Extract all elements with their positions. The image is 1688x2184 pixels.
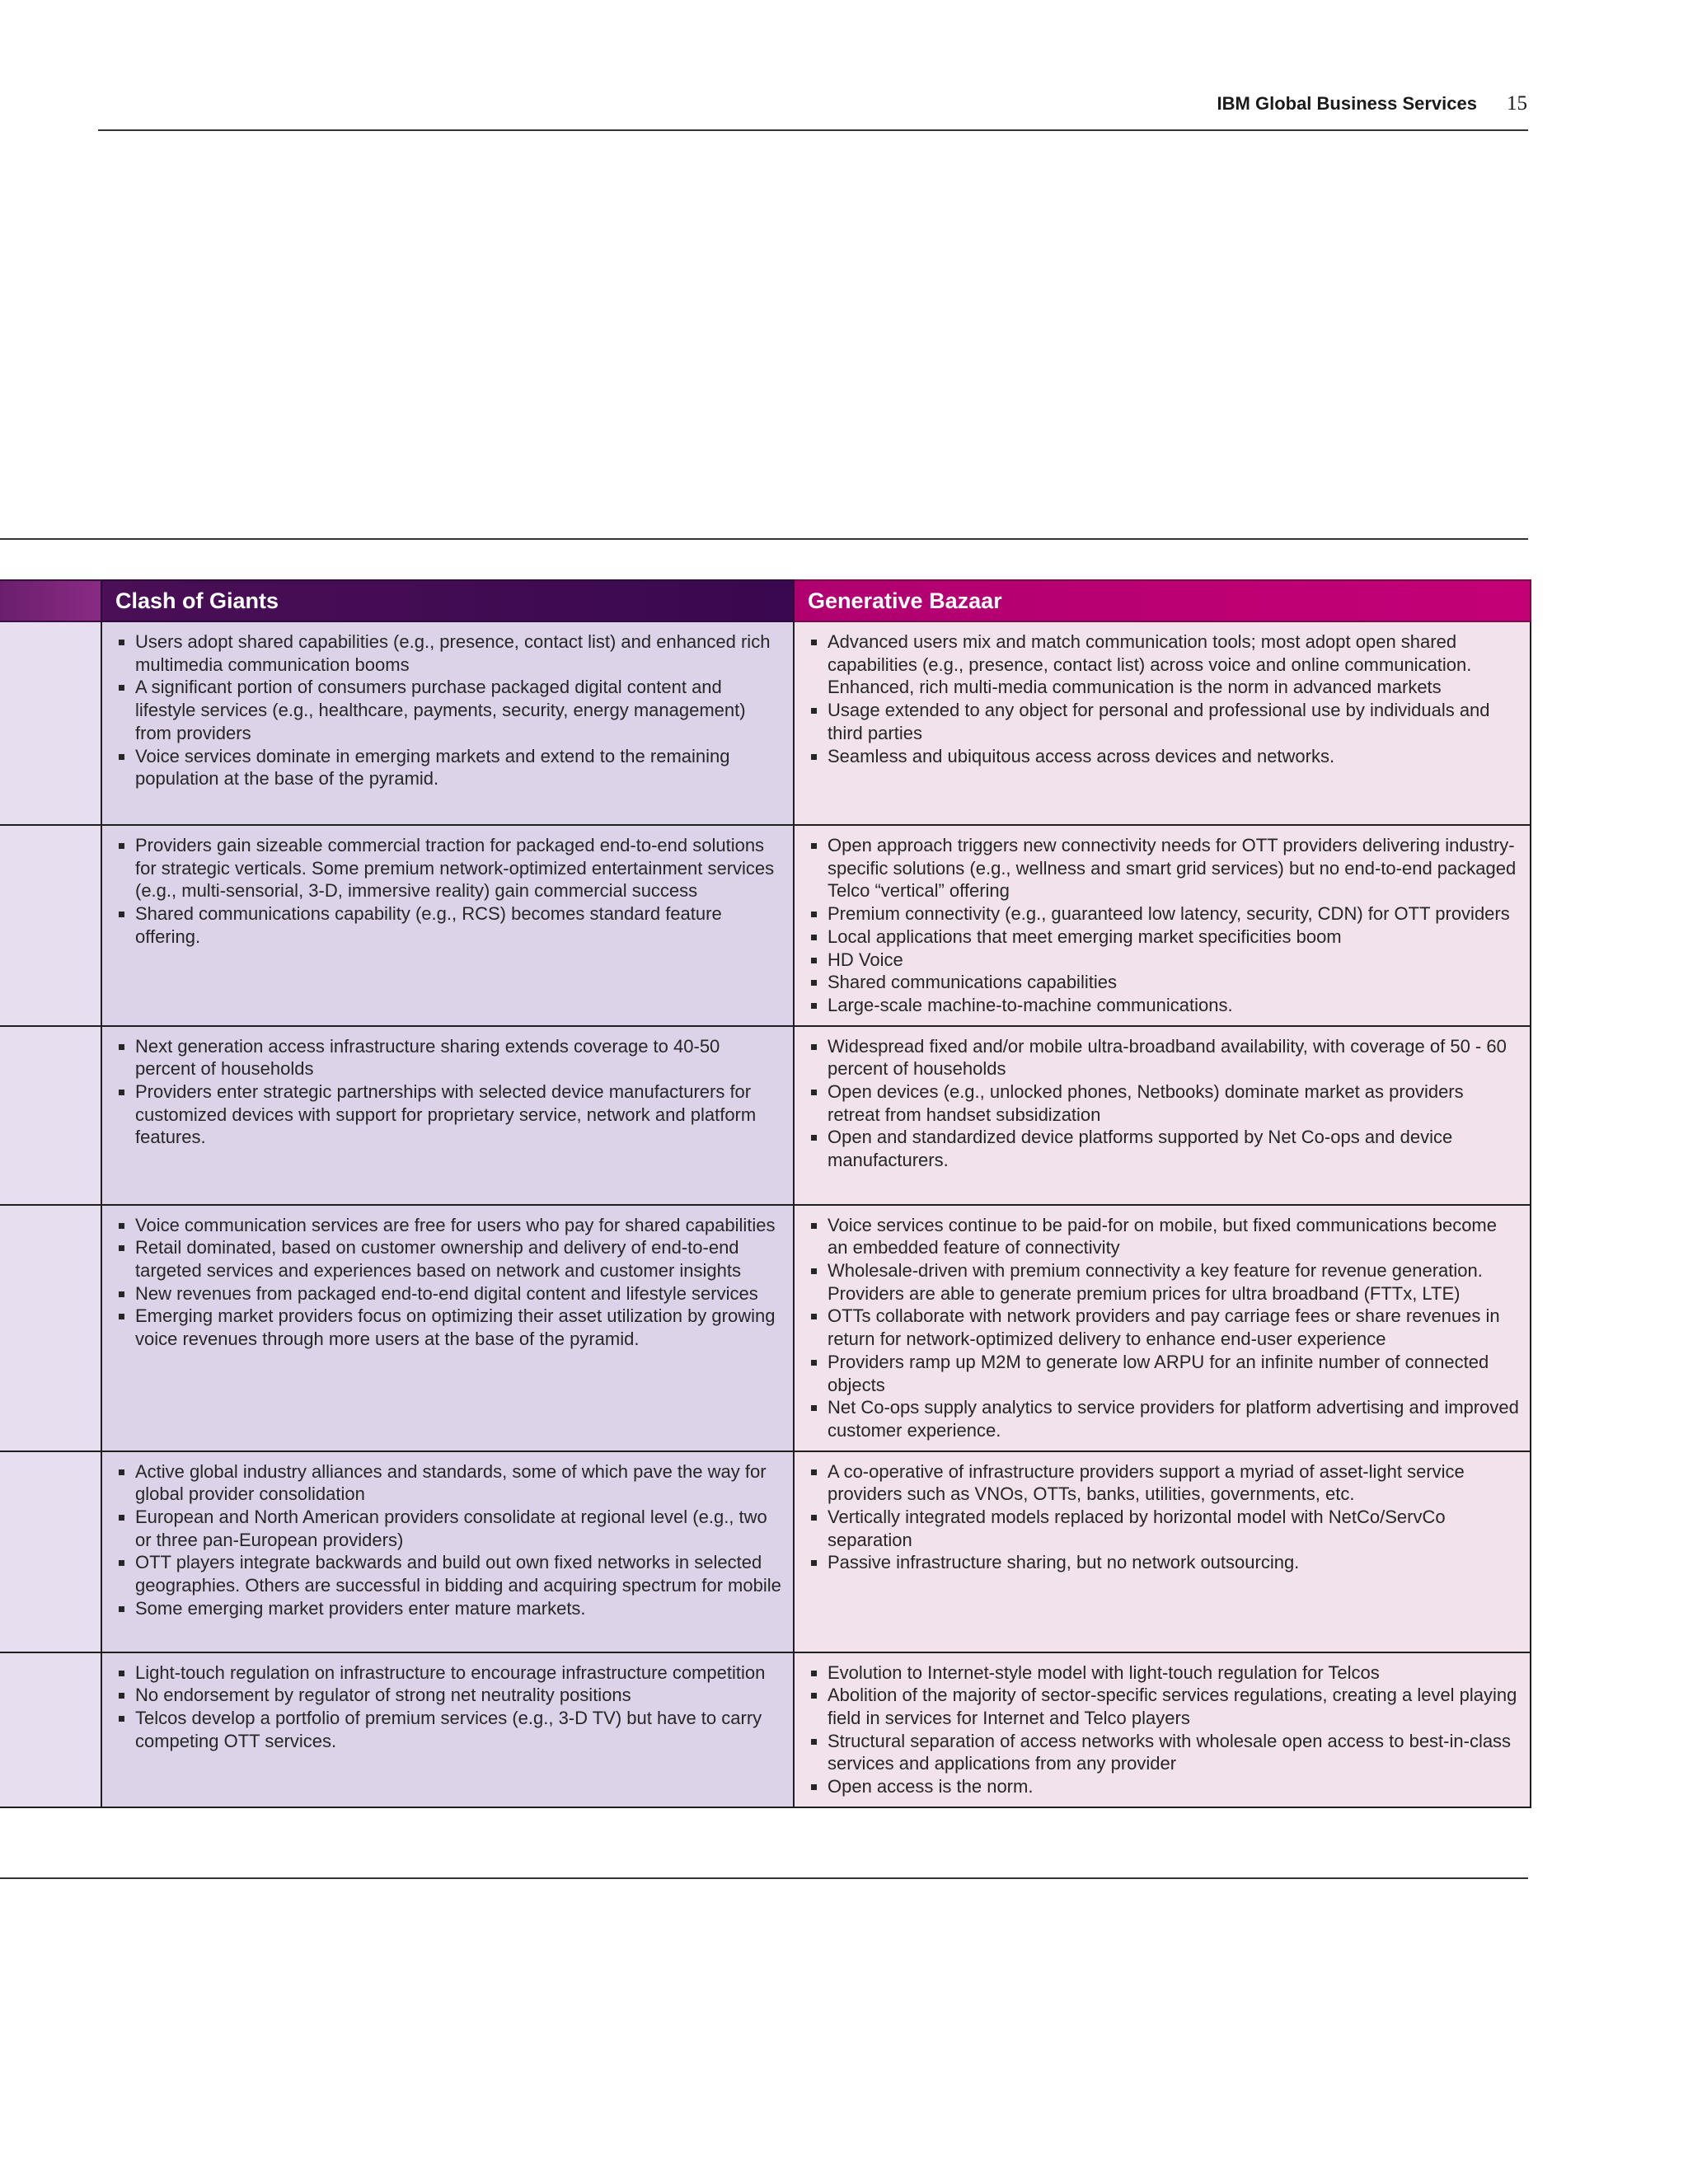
clash-of-giants-cell <box>101 1451 794 1652</box>
list-item: Shared communications capabilities <box>828 971 1520 994</box>
list-item: Local applications that meet emerging market specificities boom <box>828 926 1520 949</box>
table-row <box>0 825 1531 1026</box>
list-item: Providers enter strategic partnerships with selected device manufacturers for customized devices with support for proprietary service, network and platform features. <box>135 1080 783 1149</box>
generative-bazaar-cell <box>794 621 1531 825</box>
list-item: Voice services dominate in emerging markets and extend to the remaining population at the base of the pyramid. <box>135 745 783 790</box>
list-item: Telcos develop a portfolio of premium services (e.g., 3-D TV) but have to carry competing OTT services. <box>135 1707 783 1752</box>
page-header <box>1217 92 1527 115</box>
list-item: OTT players integrate backwards and build out own fixed networks in selected geographies. Others are successful in bidding and acquiring spectrum for mobile <box>135 1551 783 1596</box>
column-header-clash-of-giants: Clash of Giants <box>101 580 794 621</box>
top-rule <box>98 129 1528 131</box>
clash-of-giants-cell <box>101 825 794 1026</box>
clash-of-giants-cell <box>101 1205 794 1451</box>
list-item: Emerging market providers focus on optimizing their asset utilization by growing voice revenues through more users at the base of the pyramid. <box>135 1305 783 1350</box>
list-item: Large-scale machine-to-machine communications. <box>828 994 1520 1017</box>
generative-bazaar-cell <box>794 1026 1531 1205</box>
list-item: European and North American providers consolidate at regional level (e.g., two or three pan-European providers) <box>135 1506 783 1551</box>
generative-bazaar-cell <box>794 1652 1531 1807</box>
bullet-list <box>795 826 1530 1025</box>
list-item: Open approach triggers new connectivity needs for OTT providers delivering industry-specific solutions (e.g., wellness and smart grid services) but no end-to-end packaged Telco “vertical” offering <box>828 834 1520 902</box>
generative-bazaar-cell <box>794 1451 1531 1652</box>
clash-of-giants-cell <box>101 1026 794 1205</box>
bullet-list <box>102 622 793 799</box>
clash-of-giants-cell <box>101 621 794 825</box>
list-item: Structural separation of access networks with wholesale open access to best-in-class services and applications from any provider <box>828 1730 1520 1775</box>
table-header-row <box>0 580 1531 621</box>
bullet-list <box>102 1452 793 1629</box>
list-item: A significant portion of consumers purchase packaged digital content and lifestyle services (e.g., healthcare, payments, security, energy management) from providers <box>135 676 783 744</box>
list-item: OTTs collaborate with network providers and pay carriage fees or share revenues in return for network-optimized delivery to enhance end-user experience <box>828 1305 1520 1350</box>
list-item: Passive infrastructure sharing, but no network outsourcing. <box>828 1551 1520 1574</box>
bullet-list <box>102 1206 793 1359</box>
list-item: Voice communication services are free for users who pay for shared capabilities <box>135 1214 783 1237</box>
table-row <box>0 1451 1531 1652</box>
list-item: Abolition of the majority of sector-specific services regulations, creating a level playing field in services for Internet and Telco players <box>828 1684 1520 1729</box>
list-item: Premium connectivity (e.g., guaranteed low latency, security, CDN) for OTT providers <box>828 902 1520 926</box>
scenario-table <box>0 579 1531 1808</box>
bottom-rule <box>0 1877 1528 1879</box>
list-item: Light-touch regulation on infrastructure to encourage infrastructure competition <box>135 1661 783 1685</box>
bullet-list <box>795 1452 1530 1583</box>
list-item: Vertically integrated models replaced by horizontal model with NetCo/ServCo separation <box>828 1506 1520 1551</box>
row-label-header <box>0 580 101 621</box>
list-item: Providers gain sizeable commercial traction for packaged end-to-end solutions for strategic verticals. Some premium network-optimized entertainment services (e.g., multi-sensorial, 3-D, immersive reality) gain commercial success <box>135 834 783 902</box>
bullet-list <box>795 1027 1530 1180</box>
brand-name: IBM Global Business Services <box>1217 93 1477 114</box>
bullet-list <box>795 1206 1530 1451</box>
list-item: Some emerging market providers enter mature markets. <box>135 1597 783 1620</box>
bullet-list <box>102 1027 793 1158</box>
list-item: No endorsement by regulator of strong net neutrality positions <box>135 1684 783 1707</box>
column-header-generative-bazaar: Generative Bazaar <box>794 580 1531 621</box>
generative-bazaar-cell <box>794 825 1531 1026</box>
clash-of-giants-cell <box>101 1652 794 1807</box>
list-item: HD Voice <box>828 949 1520 972</box>
list-item: Usage extended to any object for personal and professional use by individuals and third parties <box>828 699 1520 744</box>
list-item: Open access is the norm. <box>828 1775 1520 1798</box>
section-rule <box>0 538 1528 540</box>
list-item: Advanced users mix and match communication tools; most adopt open shared capabilities (e.g., presence, contact list) across voice and online communication. Enhanced, rich multi-media communication is the norm in advanced markets <box>828 630 1520 699</box>
list-item: Users adopt shared capabilities (e.g., presence, contact list) and enhanced rich multimedia communication booms <box>135 630 783 676</box>
list-item: Open and standardized device platforms supported by Net Co-ops and device manufacturers. <box>828 1126 1520 1171</box>
bullet-list <box>102 1653 793 1761</box>
list-item: Providers ramp up M2M to generate low ARPU for an infinite number of connected objects <box>828 1351 1520 1396</box>
list-item: Open devices (e.g., unlocked phones, Netbooks) dominate market as providers retreat from handset subsidization <box>828 1080 1520 1126</box>
list-item: New revenues from packaged end-to-end digital content and lifestyle services <box>135 1282 783 1305</box>
row-label-cell <box>0 1451 101 1652</box>
list-item: Wholesale-driven with premium connectivity a key feature for revenue generation. Providers are able to generate premium prices for ultra broadband (FTTx, LTE) <box>828 1259 1520 1305</box>
row-label-cell <box>0 1026 101 1205</box>
table-row <box>0 1026 1531 1205</box>
row-label-cell <box>0 1205 101 1451</box>
row-label-cell <box>0 621 101 825</box>
table-row <box>0 621 1531 825</box>
row-label-cell <box>0 1652 101 1807</box>
list-item: Net Co-ops supply analytics to service providers for platform advertising and improved customer experience. <box>828 1397 1519 1441</box>
row-label-cell <box>0 825 101 1026</box>
bullet-list <box>102 826 793 957</box>
list-item: Next generation access infrastructure sharing extends coverage to 40-50 percent of households <box>135 1035 783 1080</box>
table-row <box>0 1652 1531 1807</box>
generative-bazaar-cell <box>794 1205 1531 1451</box>
page-number: 15 <box>1507 92 1527 115</box>
bullet-list <box>795 622 1530 776</box>
list-item: Retail dominated, based on customer ownership and delivery of end-to-end targeted services and experiences based on network and customer insights <box>135 1236 783 1282</box>
bullet-list <box>795 1653 1530 1807</box>
list-item: Evolution to Internet-style model with light-touch regulation for Telcos <box>828 1661 1520 1685</box>
list-item: Shared communications capability (e.g., RCS) becomes standard feature offering. <box>135 902 783 948</box>
table-row <box>0 1205 1531 1451</box>
list-item: Seamless and ubiquitous access across devices and networks. <box>828 745 1520 768</box>
list-item: A co-operative of infrastructure providers support a myriad of asset-light service providers such as VNOs, OTTs, banks, utilities, governments, etc. <box>828 1460 1520 1506</box>
list-item: Active global industry alliances and standards, some of which pave the way for global provider consolidation <box>135 1460 783 1506</box>
list-item: Widespread fixed and/or mobile ultra-broadband availability, with coverage of 50 - 60 percent of households <box>828 1035 1520 1080</box>
list-item: Voice services continue to be paid-for on mobile, but fixed communications become an embedded feature of connectivity <box>828 1214 1520 1259</box>
